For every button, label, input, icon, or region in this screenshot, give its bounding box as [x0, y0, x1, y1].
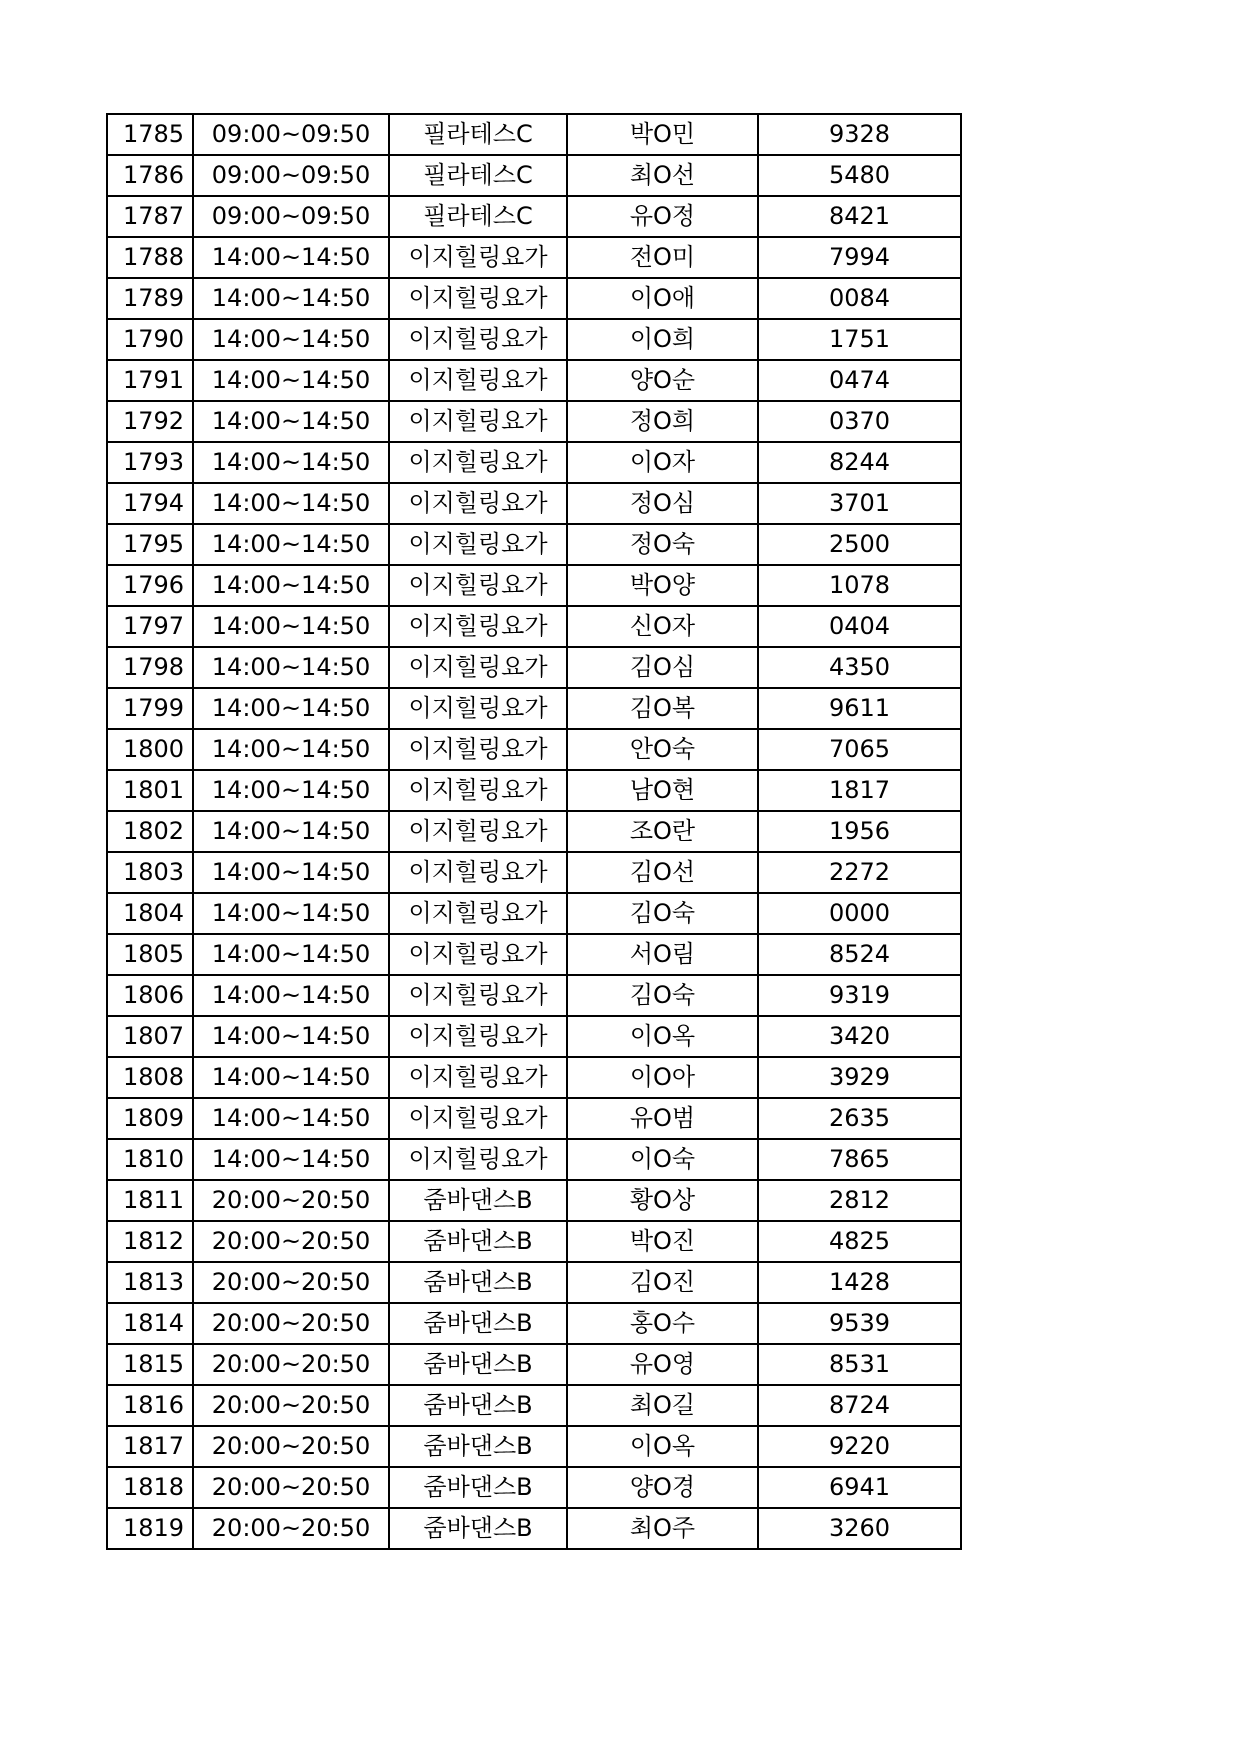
registration-number-cell: 1809 — [107, 1098, 193, 1139]
member-name-cell: 양O경 — [567, 1467, 758, 1508]
registration-number-cell: 1786 — [107, 155, 193, 196]
class-name-cell: 이지힐링요가 — [389, 442, 567, 483]
registration-number-cell: 1800 — [107, 729, 193, 770]
table-row — [107, 975, 961, 1016]
registration-number-cell: 1785 — [107, 114, 193, 155]
table-row — [107, 401, 961, 442]
class-time-cell: 14:00~14:50 — [193, 565, 389, 606]
registration-number-cell: 1797 — [107, 606, 193, 647]
phone-suffix-cell: 1956 — [758, 811, 961, 852]
phone-suffix-cell: 4350 — [758, 647, 961, 688]
registration-number-cell: 1811 — [107, 1180, 193, 1221]
member-name-cell: 최O길 — [567, 1385, 758, 1426]
table-row — [107, 770, 961, 811]
phone-suffix-cell: 0404 — [758, 606, 961, 647]
class-time-cell: 20:00~20:50 — [193, 1508, 389, 1549]
registration-number-cell: 1801 — [107, 770, 193, 811]
class-name-cell: 이지힐링요가 — [389, 360, 567, 401]
member-name-cell: 홍O수 — [567, 1303, 758, 1344]
registration-number-cell: 1789 — [107, 278, 193, 319]
class-name-cell: 이지힐링요가 — [389, 852, 567, 893]
class-name-cell: 줌바댄스B — [389, 1303, 567, 1344]
member-name-cell: 유O범 — [567, 1098, 758, 1139]
table-row — [107, 811, 961, 852]
phone-suffix-cell: 1078 — [758, 565, 961, 606]
table-row — [107, 729, 961, 770]
phone-suffix-cell: 9611 — [758, 688, 961, 729]
member-name-cell: 박O민 — [567, 114, 758, 155]
table-row — [107, 1385, 961, 1426]
class-name-cell: 필라테스C — [389, 196, 567, 237]
phone-suffix-cell: 9220 — [758, 1426, 961, 1467]
table-row — [107, 360, 961, 401]
registration-number-cell: 1819 — [107, 1508, 193, 1549]
class-time-cell: 20:00~20:50 — [193, 1180, 389, 1221]
member-name-cell: 김O복 — [567, 688, 758, 729]
registration-number-cell: 1790 — [107, 319, 193, 360]
class-time-cell: 20:00~20:50 — [193, 1262, 389, 1303]
registration-table — [106, 113, 962, 1550]
class-name-cell: 이지힐링요가 — [389, 893, 567, 934]
registration-number-cell: 1803 — [107, 852, 193, 893]
registration-number-cell: 1787 — [107, 196, 193, 237]
table-row — [107, 1467, 961, 1508]
table-row — [107, 1139, 961, 1180]
class-time-cell: 09:00~09:50 — [193, 114, 389, 155]
table-row — [107, 1508, 961, 1549]
class-name-cell: 이지힐링요가 — [389, 934, 567, 975]
class-name-cell: 이지힐링요가 — [389, 237, 567, 278]
class-time-cell: 14:00~14:50 — [193, 237, 389, 278]
registration-number-cell: 1805 — [107, 934, 193, 975]
class-time-cell: 14:00~14:50 — [193, 688, 389, 729]
table-row — [107, 1221, 961, 1262]
member-name-cell: 조O란 — [567, 811, 758, 852]
phone-suffix-cell: 3929 — [758, 1057, 961, 1098]
member-name-cell: 김O숙 — [567, 893, 758, 934]
phone-suffix-cell: 2635 — [758, 1098, 961, 1139]
class-name-cell: 이지힐링요가 — [389, 606, 567, 647]
phone-suffix-cell: 8244 — [758, 442, 961, 483]
table-row — [107, 237, 961, 278]
class-name-cell: 이지힐링요가 — [389, 565, 567, 606]
class-time-cell: 14:00~14:50 — [193, 524, 389, 565]
registration-number-cell: 1810 — [107, 1139, 193, 1180]
class-name-cell: 이지힐링요가 — [389, 1098, 567, 1139]
phone-suffix-cell: 3420 — [758, 1016, 961, 1057]
class-time-cell: 14:00~14:50 — [193, 442, 389, 483]
registration-number-cell: 1802 — [107, 811, 193, 852]
registration-number-cell: 1806 — [107, 975, 193, 1016]
table-row — [107, 319, 961, 360]
class-time-cell: 14:00~14:50 — [193, 401, 389, 442]
registration-number-cell: 1816 — [107, 1385, 193, 1426]
registration-table-body — [107, 114, 961, 1549]
class-time-cell: 20:00~20:50 — [193, 1467, 389, 1508]
class-time-cell: 14:00~14:50 — [193, 729, 389, 770]
phone-suffix-cell: 9539 — [758, 1303, 961, 1344]
table-row — [107, 647, 961, 688]
table-row — [107, 852, 961, 893]
member-name-cell: 안O숙 — [567, 729, 758, 770]
registration-number-cell: 1796 — [107, 565, 193, 606]
member-name-cell: 박O양 — [567, 565, 758, 606]
class-time-cell: 14:00~14:50 — [193, 1098, 389, 1139]
phone-suffix-cell: 7865 — [758, 1139, 961, 1180]
member-name-cell: 이O자 — [567, 442, 758, 483]
registration-number-cell: 1791 — [107, 360, 193, 401]
table-row — [107, 1262, 961, 1303]
class-name-cell: 줌바댄스B — [389, 1385, 567, 1426]
class-time-cell: 14:00~14:50 — [193, 360, 389, 401]
class-time-cell: 20:00~20:50 — [193, 1303, 389, 1344]
class-name-cell: 줌바댄스B — [389, 1344, 567, 1385]
phone-suffix-cell: 0474 — [758, 360, 961, 401]
phone-suffix-cell: 9328 — [758, 114, 961, 155]
member-name-cell: 이O애 — [567, 278, 758, 319]
class-name-cell: 이지힐링요가 — [389, 319, 567, 360]
registration-number-cell: 1788 — [107, 237, 193, 278]
class-name-cell: 줌바댄스B — [389, 1426, 567, 1467]
class-name-cell: 이지힐링요가 — [389, 975, 567, 1016]
member-name-cell: 이O숙 — [567, 1139, 758, 1180]
member-name-cell: 김O선 — [567, 852, 758, 893]
member-name-cell: 박O진 — [567, 1221, 758, 1262]
member-name-cell: 김O숙 — [567, 975, 758, 1016]
table-row — [107, 1426, 961, 1467]
member-name-cell: 전O미 — [567, 237, 758, 278]
class-time-cell: 14:00~14:50 — [193, 278, 389, 319]
phone-suffix-cell: 0000 — [758, 893, 961, 934]
registration-number-cell: 1813 — [107, 1262, 193, 1303]
registration-number-cell: 1792 — [107, 401, 193, 442]
class-time-cell: 20:00~20:50 — [193, 1221, 389, 1262]
registration-number-cell: 1804 — [107, 893, 193, 934]
class-name-cell: 줌바댄스B — [389, 1221, 567, 1262]
phone-suffix-cell: 5480 — [758, 155, 961, 196]
registration-number-cell: 1818 — [107, 1467, 193, 1508]
phone-suffix-cell: 2812 — [758, 1180, 961, 1221]
phone-suffix-cell: 1751 — [758, 319, 961, 360]
class-time-cell: 14:00~14:50 — [193, 647, 389, 688]
member-name-cell: 정O희 — [567, 401, 758, 442]
phone-suffix-cell: 4825 — [758, 1221, 961, 1262]
class-name-cell: 이지힐링요가 — [389, 401, 567, 442]
member-name-cell: 황O상 — [567, 1180, 758, 1221]
table-row — [107, 442, 961, 483]
class-name-cell: 줌바댄스B — [389, 1508, 567, 1549]
member-name-cell: 서O림 — [567, 934, 758, 975]
class-name-cell: 이지힐링요가 — [389, 647, 567, 688]
member-name-cell: 이O옥 — [567, 1426, 758, 1467]
class-time-cell: 14:00~14:50 — [193, 770, 389, 811]
member-name-cell: 양O순 — [567, 360, 758, 401]
registration-number-cell: 1793 — [107, 442, 193, 483]
table-row — [107, 114, 961, 155]
registration-number-cell: 1799 — [107, 688, 193, 729]
class-time-cell: 14:00~14:50 — [193, 319, 389, 360]
registration-number-cell: 1815 — [107, 1344, 193, 1385]
class-name-cell: 줌바댄스B — [389, 1467, 567, 1508]
table-row — [107, 934, 961, 975]
phone-suffix-cell: 0084 — [758, 278, 961, 319]
member-name-cell: 유O정 — [567, 196, 758, 237]
member-name-cell: 이O아 — [567, 1057, 758, 1098]
phone-suffix-cell: 6941 — [758, 1467, 961, 1508]
registration-number-cell: 1794 — [107, 483, 193, 524]
table-row — [107, 1057, 961, 1098]
registration-number-cell: 1808 — [107, 1057, 193, 1098]
class-time-cell: 14:00~14:50 — [193, 483, 389, 524]
phone-suffix-cell: 7994 — [758, 237, 961, 278]
class-time-cell: 20:00~20:50 — [193, 1344, 389, 1385]
phone-suffix-cell: 2272 — [758, 852, 961, 893]
class-name-cell: 이지힐링요가 — [389, 811, 567, 852]
table-row — [107, 893, 961, 934]
table-row — [107, 1180, 961, 1221]
registration-number-cell: 1817 — [107, 1426, 193, 1467]
phone-suffix-cell: 8421 — [758, 196, 961, 237]
member-name-cell: 이O희 — [567, 319, 758, 360]
class-time-cell: 14:00~14:50 — [193, 1057, 389, 1098]
class-time-cell: 14:00~14:50 — [193, 934, 389, 975]
member-name-cell: 김O심 — [567, 647, 758, 688]
member-name-cell: 남O현 — [567, 770, 758, 811]
class-name-cell: 이지힐링요가 — [389, 483, 567, 524]
table-row — [107, 1098, 961, 1139]
registration-number-cell: 1795 — [107, 524, 193, 565]
class-time-cell: 14:00~14:50 — [193, 893, 389, 934]
class-name-cell: 이지힐링요가 — [389, 688, 567, 729]
member-name-cell: 신O자 — [567, 606, 758, 647]
class-name-cell: 이지힐링요가 — [389, 729, 567, 770]
class-name-cell: 줌바댄스B — [389, 1262, 567, 1303]
member-name-cell: 이O옥 — [567, 1016, 758, 1057]
registration-number-cell: 1814 — [107, 1303, 193, 1344]
table-row — [107, 1303, 961, 1344]
table-row — [107, 483, 961, 524]
phone-suffix-cell: 3701 — [758, 483, 961, 524]
class-name-cell: 줌바댄스B — [389, 1180, 567, 1221]
phone-suffix-cell: 3260 — [758, 1508, 961, 1549]
phone-suffix-cell: 2500 — [758, 524, 961, 565]
class-time-cell: 09:00~09:50 — [193, 155, 389, 196]
class-time-cell: 14:00~14:50 — [193, 1139, 389, 1180]
phone-suffix-cell: 8531 — [758, 1344, 961, 1385]
table-row — [107, 1016, 961, 1057]
class-name-cell: 이지힐링요가 — [389, 278, 567, 319]
table-row — [107, 524, 961, 565]
member-name-cell: 정O숙 — [567, 524, 758, 565]
class-name-cell: 필라테스C — [389, 155, 567, 196]
phone-suffix-cell: 8524 — [758, 934, 961, 975]
phone-suffix-cell: 1428 — [758, 1262, 961, 1303]
table-row — [107, 155, 961, 196]
table-row — [107, 606, 961, 647]
class-time-cell: 14:00~14:50 — [193, 1016, 389, 1057]
phone-suffix-cell: 8724 — [758, 1385, 961, 1426]
table-row — [107, 565, 961, 606]
class-time-cell: 09:00~09:50 — [193, 196, 389, 237]
class-name-cell: 이지힐링요가 — [389, 1139, 567, 1180]
phone-suffix-cell: 7065 — [758, 729, 961, 770]
class-time-cell: 14:00~14:50 — [193, 852, 389, 893]
table-row — [107, 688, 961, 729]
member-name-cell: 유O영 — [567, 1344, 758, 1385]
class-time-cell: 20:00~20:50 — [193, 1426, 389, 1467]
phone-suffix-cell: 1817 — [758, 770, 961, 811]
registration-number-cell: 1798 — [107, 647, 193, 688]
class-name-cell: 이지힐링요가 — [389, 1016, 567, 1057]
member-name-cell: 최O주 — [567, 1508, 758, 1549]
member-name-cell: 김O진 — [567, 1262, 758, 1303]
registration-number-cell: 1812 — [107, 1221, 193, 1262]
class-time-cell: 20:00~20:50 — [193, 1385, 389, 1426]
table-row — [107, 196, 961, 237]
class-name-cell: 이지힐링요가 — [389, 1057, 567, 1098]
phone-suffix-cell: 0370 — [758, 401, 961, 442]
member-name-cell: 정O심 — [567, 483, 758, 524]
class-name-cell: 이지힐링요가 — [389, 524, 567, 565]
class-time-cell: 14:00~14:50 — [193, 606, 389, 647]
member-name-cell: 최O선 — [567, 155, 758, 196]
table-row — [107, 1344, 961, 1385]
table-row — [107, 278, 961, 319]
phone-suffix-cell: 9319 — [758, 975, 961, 1016]
class-time-cell: 14:00~14:50 — [193, 975, 389, 1016]
class-name-cell: 필라테스C — [389, 114, 567, 155]
class-time-cell: 14:00~14:50 — [193, 811, 389, 852]
registration-number-cell: 1807 — [107, 1016, 193, 1057]
class-name-cell: 이지힐링요가 — [389, 770, 567, 811]
